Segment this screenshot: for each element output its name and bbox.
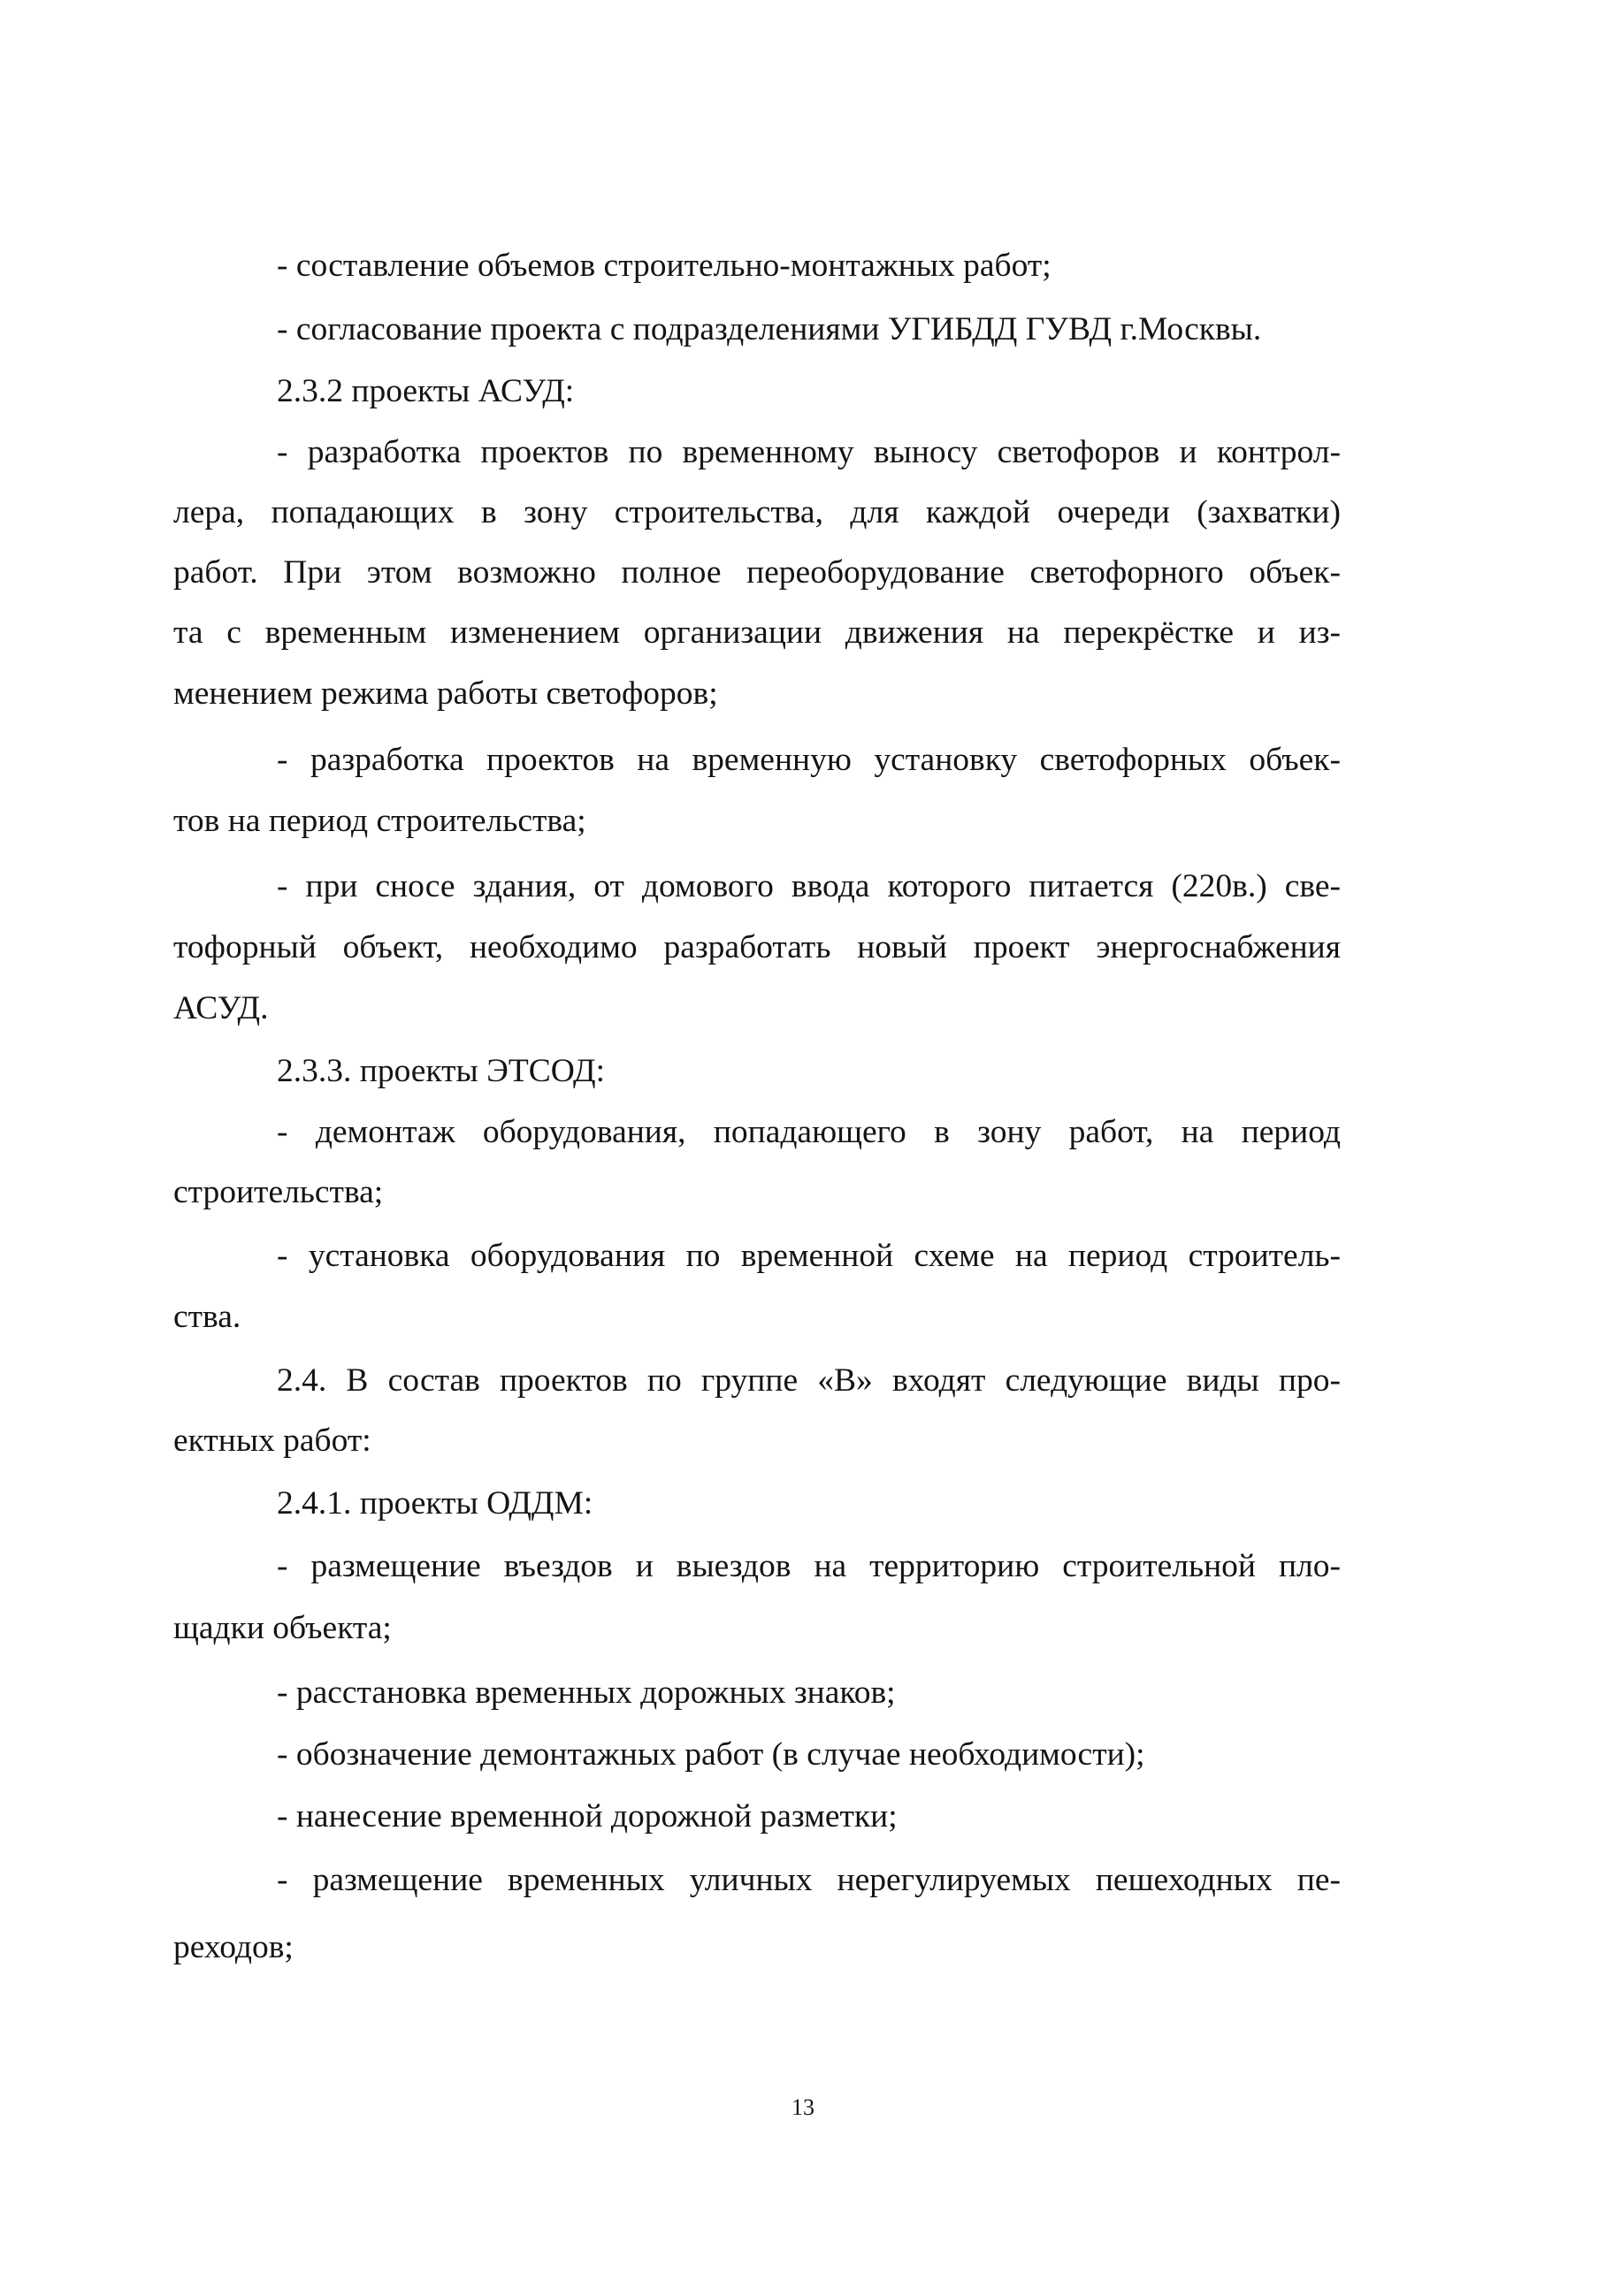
- text-line: реходов;: [173, 1929, 294, 1965]
- section-heading: 2.4.1. проекты ОДДМ:: [277, 1485, 593, 1522]
- text-line: строительства;: [173, 1174, 384, 1210]
- text-line: - размещение временных уличных нерегулируемых пешеходных пе-: [277, 1862, 1341, 1898]
- text-line: - демонтаж оборудования, попадающего в зону работ, на период: [277, 1114, 1341, 1150]
- text-line: - согласование проекта с подразделениями УГИБДД ГУВД г.Москвы.: [277, 311, 1262, 347]
- text-line: - нанесение временной дорожной разметки;: [277, 1798, 898, 1835]
- text-line: та с временным изменением организации движения на перекрёстке и из-: [173, 614, 1341, 651]
- text-line: - составление объемов строительно-монтажных работ;: [277, 248, 1052, 284]
- section-heading: 2.3.2 проекты АСУД:: [277, 373, 575, 409]
- text-line: 2.4. В состав проектов по группе «В» входят следующие виды про-: [277, 1362, 1341, 1399]
- text-line: работ. При этом возможно полное переоборудование светофорного объек-: [173, 554, 1341, 591]
- text-line: АСУД.: [173, 990, 269, 1026]
- text-line: - обозначение демонтажных работ (в случае необходимости);: [277, 1736, 1145, 1773]
- text-line: щадки объекта;: [173, 1610, 392, 1646]
- text-line: лера, попадающих в зону строительства, для каждой очереди (захватки): [173, 494, 1341, 530]
- text-line: - расстановка временных дорожных знаков;: [277, 1674, 896, 1711]
- page-number: 13: [792, 2094, 814, 2120]
- text-line: ства.: [173, 1299, 241, 1335]
- text-line: - при сносе здания, от домового ввода которого питается (220в.) све-: [277, 868, 1341, 904]
- text-line: - разработка проектов по временному выносу светофоров и контрол-: [277, 434, 1341, 470]
- text-line: - установка оборудования по временной схеме на период строитель-: [277, 1238, 1341, 1274]
- text-line: тофорный объект, необходимо разработать новый проект энергоснабжения: [173, 929, 1341, 965]
- text-line: - размещение въездов и выездов на территорию строительной пло-: [277, 1548, 1341, 1584]
- text-line: - разработка проектов на временную установку светофорных объек-: [277, 742, 1341, 778]
- text-line: тов на период строительства;: [173, 803, 586, 839]
- text-line: менением режима работы светофоров;: [173, 675, 718, 712]
- section-heading: 2.3.3. проекты ЭТСОД:: [277, 1053, 605, 1089]
- text-line: ектных работ:: [173, 1423, 371, 1459]
